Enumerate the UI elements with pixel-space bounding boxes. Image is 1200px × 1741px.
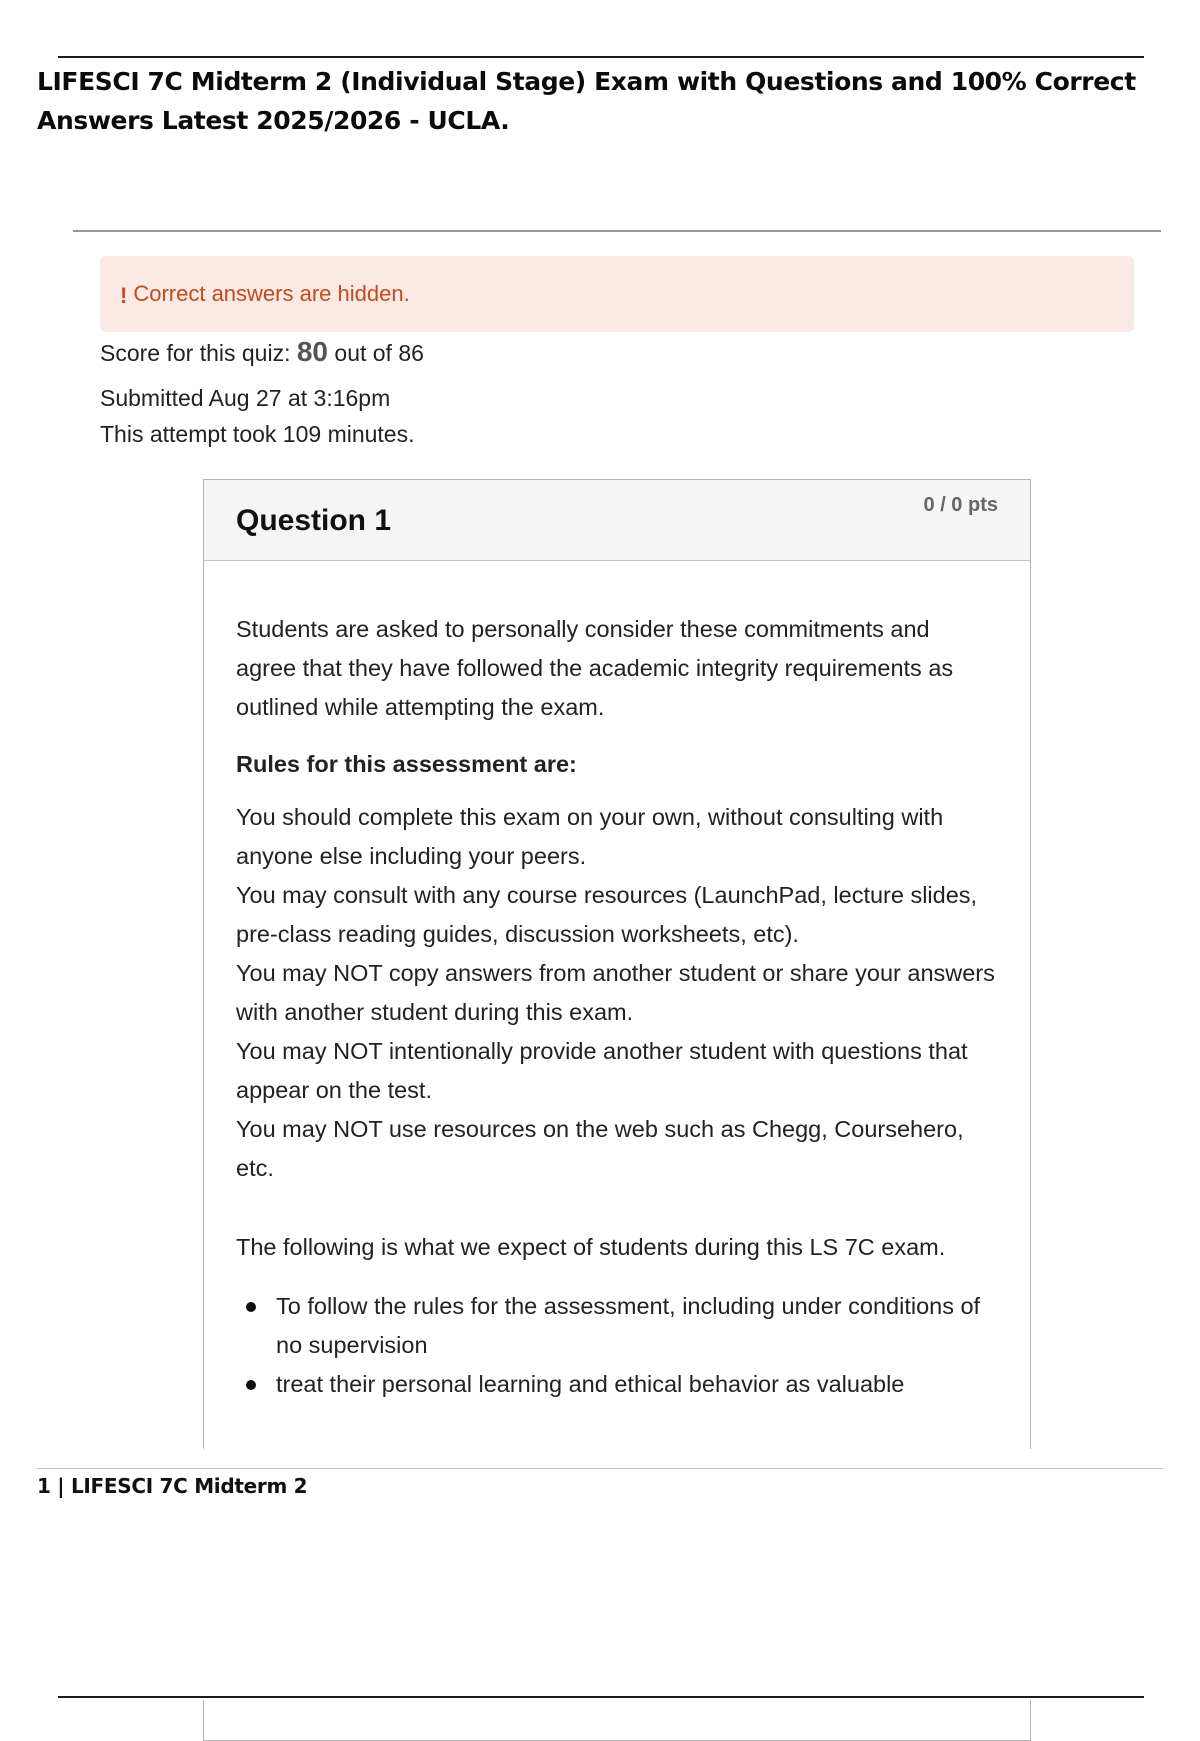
expectation-text: treat their personal learning and ethical behavior as valuable: [276, 1371, 905, 1397]
question-points: 0 / 0 pts: [923, 494, 998, 516]
top-rule: [58, 56, 1144, 58]
rule-item: You should complete this exam on your own, without consulting with anyone else including your peers.: [236, 804, 944, 869]
question-title: Question 1: [236, 504, 392, 537]
attempt-duration: This attempt took 109 minutes.: [100, 421, 415, 447]
rule-item: You may NOT copy answers from another student or share your answers with another student during this exam.: [236, 960, 995, 1025]
warning-icon: !: [120, 283, 128, 308]
question-intro: Students are asked to personally consider these commitments and agree that they have followed the academic integrity requirements as outlined while attempting the exam.: [236, 616, 954, 720]
rule-item: You may NOT use resources on the web such as Chegg, Coursehero, etc.: [236, 1116, 964, 1181]
expectation-item: [236, 1287, 996, 1365]
rule-item: You may consult with any course resources (LaunchPad, lecture slides, pre-class reading guides, discussion worksheets, etc).: [236, 882, 978, 947]
bullet-icon: [246, 1380, 256, 1390]
expectations-intro: The following is what we expect of students during this LS 7C exam.: [236, 1234, 946, 1260]
rules-heading: Rules for this assessment are:: [236, 751, 577, 777]
quiz-score: [100, 337, 424, 368]
score-value: 80: [296, 336, 329, 367]
document-title: LIFESCI 7C Midterm 2 (Individual Stage) Exam with Questions and 100% Correct Answers Latest 2025/2026 - UCLA.: [37, 67, 1136, 135]
bullet-icon: [246, 1302, 256, 1312]
section-divider: [73, 230, 1161, 232]
submitted-time: Submitted Aug 27 at 3:16pm: [100, 385, 391, 411]
expectation-text: To follow the rules for the assessment, including under conditions of no supervision: [276, 1293, 981, 1358]
footer-rule: [37, 1468, 1163, 1469]
rule-item: You may NOT intentionally provide another student with questions that appear on the test.: [236, 1038, 968, 1103]
question-body: [236, 610, 996, 1404]
alert-text: Correct answers are hidden.: [133, 281, 410, 306]
bottom-rule: [58, 1696, 1144, 1698]
page-footer: 1 | LIFESCI 7C Midterm 2: [37, 1474, 308, 1498]
score-total: out of 86: [334, 340, 424, 366]
score-label: Score for this quiz:: [100, 340, 291, 366]
expectations-list: [236, 1287, 996, 1404]
correct-answers-hidden-alert: [100, 256, 1134, 332]
question-header: [204, 480, 1030, 561]
expectation-item: [236, 1365, 996, 1404]
